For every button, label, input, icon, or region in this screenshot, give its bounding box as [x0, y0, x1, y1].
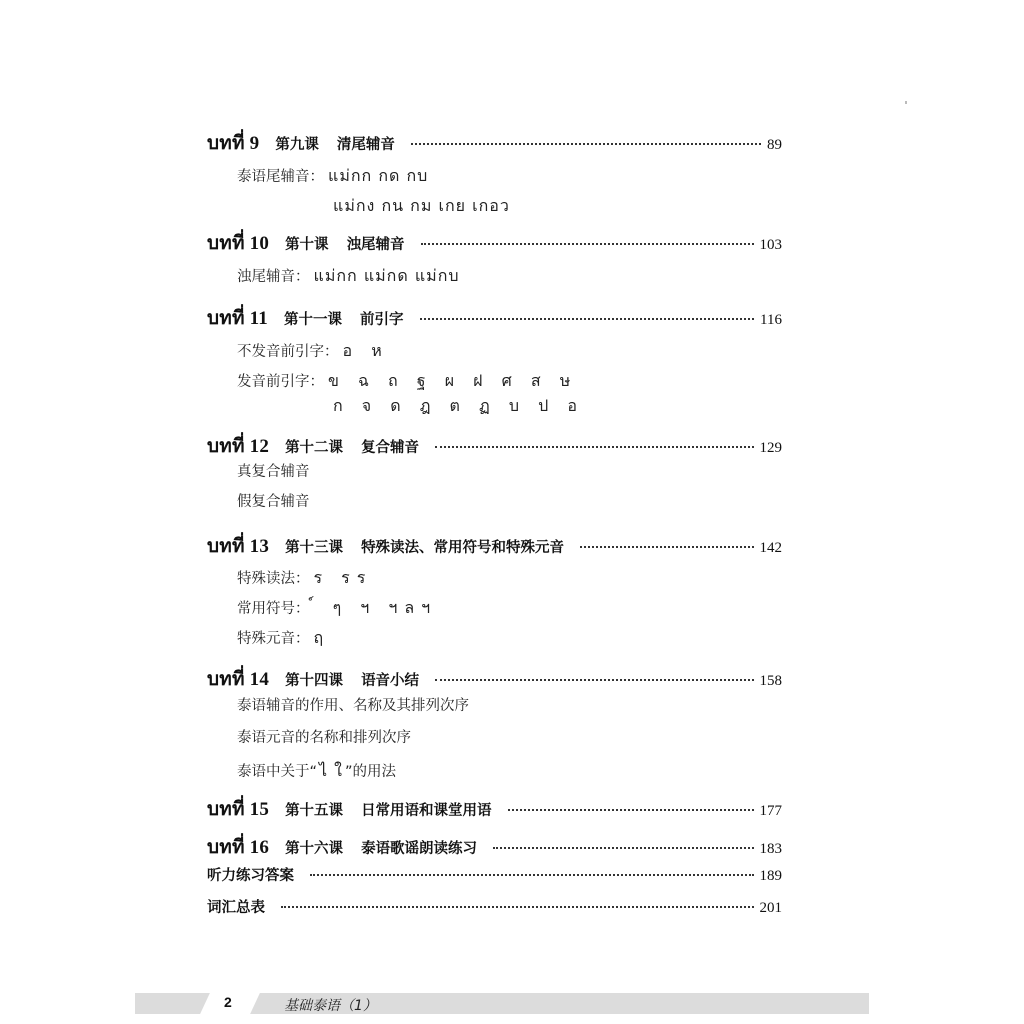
sub-label: 发音前引字：	[237, 374, 324, 390]
lesson-cn-number: 第十一课	[284, 312, 343, 328]
sub-label: 泰语尾辅音：	[237, 169, 324, 185]
leader-dots	[421, 243, 754, 245]
thai-text: ข ฉ ถ ฐ ผ ฝ ศ ส ษ	[328, 371, 578, 390]
thai-text: ร รร	[313, 568, 373, 587]
leader-dots	[281, 906, 754, 908]
lesson-number: บทที่ 11	[207, 308, 269, 329]
lesson-cn-number: 第十课	[285, 237, 329, 253]
sub-line-voiced-finals	[237, 264, 460, 289]
page-number: 183	[759, 841, 782, 857]
sub-line-silent-leading	[237, 339, 389, 364]
leader-dots	[580, 546, 753, 548]
lesson-title: 日常用语和课堂用语	[361, 803, 492, 819]
lesson-number: บทที่ 13	[207, 536, 270, 557]
thai-text: ์ ๆ ฯ ฯลฯ	[313, 598, 438, 617]
page-number: 201	[759, 900, 782, 916]
lesson-cn-number: 第十五课	[285, 803, 344, 819]
sub-line-mai-malai-usage	[237, 759, 396, 784]
thai-text: แม่กก แม่กด แม่กบ	[313, 266, 460, 285]
page-number: 189	[759, 868, 782, 884]
sub-label: 特殊元音：	[237, 631, 310, 647]
lesson-number: บทที่ 12	[207, 436, 270, 457]
lesson-title: 复合辅音	[361, 440, 420, 456]
page-speck	[905, 101, 907, 104]
toc-entry-lesson-11[interactable]	[207, 303, 782, 333]
lesson-title: 泰语歌谣朗读练习	[361, 841, 478, 857]
sub-label: 浊尾辅音：	[237, 269, 310, 285]
thai-text: ไ ใ	[319, 761, 343, 780]
lesson-cn-number: 第十三课	[285, 540, 344, 556]
thai-text: ฤ	[313, 628, 325, 647]
lesson-number: บทที่ 15	[207, 799, 270, 820]
footer-page-number: 2	[224, 994, 232, 1010]
page-number: 129	[759, 440, 782, 456]
leader-dots	[411, 143, 761, 145]
page-number: 158	[759, 673, 782, 689]
thai-text: อ ห	[342, 341, 389, 360]
lesson-number: บทที่ 16	[207, 837, 270, 858]
sub-line-special-reading	[237, 566, 372, 591]
entry-title: 听力练习答案	[207, 868, 294, 884]
sub-label: 不发音前引字：	[237, 344, 339, 360]
leader-dots	[310, 874, 754, 876]
page-number: 89	[767, 137, 782, 153]
sub-line-voiced-leading	[237, 369, 577, 394]
thai-text: แม่กก กด กบ	[328, 166, 429, 185]
toc-entry-lesson-13[interactable]	[207, 531, 782, 561]
lesson-title: 浊尾辅音	[346, 237, 405, 253]
leader-dots	[420, 318, 755, 320]
lesson-title: 清尾辅音	[336, 137, 395, 153]
leader-dots	[493, 847, 753, 849]
thai-text: ก จ ด ฎ ต ฏ บ ป อ	[333, 396, 584, 415]
leader-dots	[435, 446, 753, 448]
sub-line-special-vowel	[237, 626, 324, 651]
lesson-title: 语音小结	[361, 673, 420, 689]
sub-line-false-clusters: 假复合辅音	[237, 494, 310, 510]
sub-line-vowel-summary: 泰语元音的名称和排列次序	[237, 730, 411, 746]
lesson-number: บทที่ 9	[207, 133, 260, 154]
toc-entry-lesson-10[interactable]	[207, 228, 782, 258]
lesson-cn-number: 第十四课	[285, 673, 344, 689]
sub-line-final-consonants	[237, 164, 428, 189]
toc-entry-listening-answers[interactable]	[207, 864, 782, 885]
page-number: 116	[760, 312, 782, 328]
sub-label: ”的用法	[344, 764, 396, 780]
footer-book-title: 基础泰语（1）	[284, 998, 377, 1014]
lesson-number: บทที่ 10	[207, 233, 270, 254]
page-number: 103	[759, 237, 782, 253]
toc-entry-lesson-14[interactable]	[207, 664, 782, 694]
sub-line-common-symbols	[237, 596, 437, 621]
lesson-title: 前引字	[360, 312, 404, 328]
lesson-number: บทที่ 14	[207, 669, 270, 690]
page-number: 142	[759, 540, 782, 556]
entry-title: 词汇总表	[207, 900, 265, 916]
toc-entry-lesson-15[interactable]	[207, 794, 782, 824]
sub-label: 特殊读法：	[237, 571, 310, 587]
leader-dots	[435, 679, 753, 681]
sub-label: 泰语中关于“	[237, 764, 318, 780]
lesson-cn-number: 第十六课	[285, 841, 344, 857]
toc-entry-lesson-16[interactable]	[207, 832, 782, 862]
sub-label: 常用符号：	[237, 601, 310, 617]
sub-line-consonant-summary: 泰语辅音的作用、名称及其排列次序	[237, 698, 469, 714]
lesson-title: 特殊读法、常用符号和特殊元音	[361, 540, 565, 556]
thai-text: แม่กง กน กม เกย เกอว	[333, 196, 510, 215]
toc-entry-vocabulary[interactable]	[207, 896, 782, 917]
lesson-cn-number: 第十二课	[285, 440, 344, 456]
toc-entry-lesson-9[interactable]	[207, 128, 782, 158]
leader-dots	[508, 809, 754, 811]
toc-entry-lesson-12[interactable]	[207, 431, 782, 461]
lesson-cn-number: 第九课	[275, 137, 319, 153]
sub-line-true-clusters: 真复合辅音	[237, 464, 310, 480]
page-number: 177	[759, 803, 782, 819]
